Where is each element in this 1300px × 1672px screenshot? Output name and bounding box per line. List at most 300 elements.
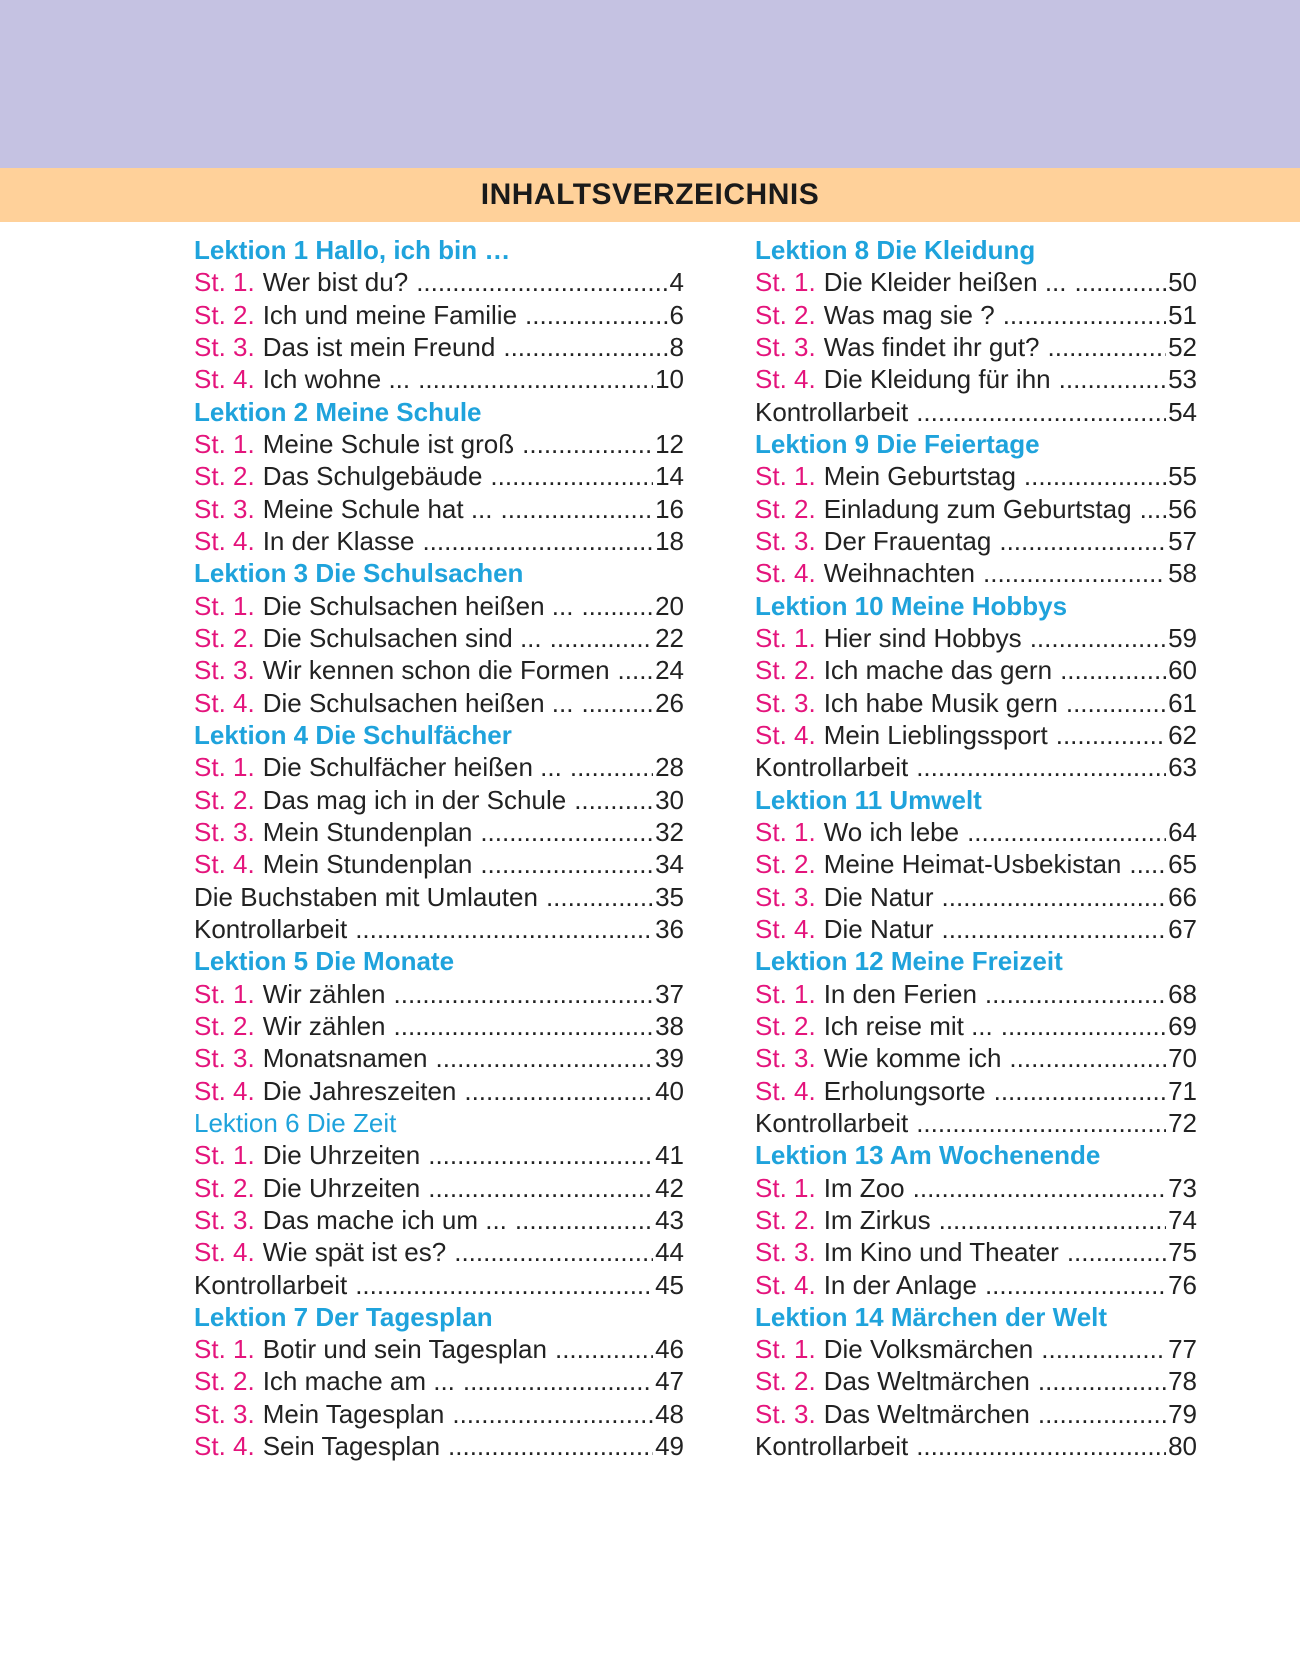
toc-entry[interactable]	[755, 1107, 1197, 1139]
dot-leader	[1067, 1236, 1166, 1268]
entry-title: Die Schulfächer heißen ...	[262, 752, 562, 783]
toc-entry[interactable]	[194, 460, 684, 492]
toc-entry[interactable]	[194, 428, 684, 460]
step-number: St. 3.	[755, 1237, 816, 1268]
entry-title: Ich wohne ...	[262, 364, 411, 395]
entry-title: Kontrollarbeit	[755, 396, 909, 427]
dot-leader	[394, 978, 654, 1010]
page-number: 8	[669, 331, 684, 362]
dot-leader	[570, 751, 653, 783]
step-number: St. 1.	[194, 1140, 255, 1171]
toc-entry[interactable]	[194, 266, 684, 298]
entry-title: Im Kino und Theater	[823, 1237, 1059, 1268]
toc-entry[interactable]	[755, 1010, 1197, 1042]
top-color-band	[0, 0, 1300, 168]
page-title: INHALTSVERZEICHNIS	[480, 178, 820, 211]
step-number: St. 2.	[194, 299, 255, 330]
dot-leader	[550, 622, 653, 654]
toc-entry[interactable]	[755, 1269, 1197, 1301]
entry-title: Mein Geburtstag	[823, 461, 1016, 492]
step-number: St. 2.	[755, 1010, 816, 1041]
dot-leader	[463, 1365, 653, 1397]
toc-entry[interactable]	[755, 363, 1197, 395]
entry-title: Monatsnamen	[262, 1043, 428, 1074]
page-number: 53	[1168, 364, 1197, 395]
toc-entry[interactable]	[755, 622, 1197, 654]
page-number: 10	[655, 364, 684, 395]
lesson-heading[interactable]: Lektion 2 Meine Schule	[194, 396, 482, 427]
dot-leader	[942, 881, 1167, 913]
dot-leader	[355, 1269, 653, 1301]
step-number: St. 3.	[755, 1043, 816, 1074]
toc-entry[interactable]	[755, 460, 1197, 492]
toc-entry[interactable]	[194, 848, 684, 880]
step-number: St. 3.	[755, 687, 816, 718]
page-number: 78	[1168, 1366, 1197, 1397]
step-number: St. 4.	[194, 1237, 255, 1268]
page-number: 80	[1168, 1431, 1197, 1462]
page-number: 52	[1168, 331, 1197, 362]
entry-title: Kontrollarbeit	[755, 1431, 909, 1462]
toc-entry[interactable]	[755, 396, 1197, 428]
toc-right-column	[755, 234, 1197, 1462]
page-number: 30	[655, 784, 684, 815]
step-number: St. 4.	[755, 558, 816, 589]
entry-title: Meine Schule ist groß	[262, 428, 515, 459]
step-number: St. 1.	[755, 461, 816, 492]
entry-title: Ich und meine Familie	[262, 299, 518, 330]
dot-leader	[1048, 331, 1167, 363]
toc-entry[interactable]	[194, 1430, 684, 1462]
entry-title: Das ist mein Freund	[262, 331, 496, 362]
dot-leader	[490, 460, 653, 492]
toc-entry[interactable]	[755, 1204, 1197, 1236]
toc-entry[interactable]	[755, 1333, 1197, 1365]
dot-leader	[546, 881, 653, 913]
page-number: 18	[655, 525, 684, 556]
entry-title: Was mag sie ?	[823, 299, 995, 330]
toc-entry[interactable]	[194, 1075, 684, 1107]
entry-title: Mein Stundenplan	[262, 849, 473, 880]
dot-leader	[916, 751, 1166, 783]
dot-leader	[983, 557, 1166, 589]
dot-leader	[464, 1075, 653, 1107]
page-number: 64	[1168, 816, 1197, 847]
page-number: 68	[1168, 978, 1197, 1009]
entry-title: Einladung zum Geburtstag	[823, 493, 1132, 524]
toc-entry[interactable]	[194, 493, 684, 525]
entry-title: Das Weltmärchen	[823, 1366, 1030, 1397]
entry-title: Ich reise mit ...	[823, 1010, 993, 1041]
toc-entry[interactable]	[755, 1075, 1197, 1107]
lesson-heading[interactable]: Lektion 7 Der Tagesplan	[194, 1301, 493, 1332]
entry-title: Wir zählen	[262, 1010, 386, 1041]
entry-title: Kontrollarbeit	[194, 913, 348, 944]
toc-entry[interactable]	[194, 687, 684, 719]
step-number: St. 2.	[194, 784, 255, 815]
step-number: St. 2.	[755, 299, 816, 330]
entry-title: Ich mache am ...	[262, 1366, 455, 1397]
page-number: 6	[669, 299, 684, 330]
page-number: 47	[655, 1366, 684, 1397]
dot-leader	[1030, 622, 1166, 654]
step-number: St. 2.	[755, 1204, 816, 1235]
step-number: St. 4.	[194, 849, 255, 880]
dot-leader	[522, 428, 653, 460]
dot-leader	[1041, 1333, 1166, 1365]
step-number: St. 3.	[755, 525, 816, 556]
dot-leader	[1056, 719, 1166, 751]
toc-entry[interactable]	[194, 1139, 684, 1171]
page-number: 49	[655, 1431, 684, 1462]
toc-entry[interactable]	[194, 978, 684, 1010]
entry-title: Wie spät ist es?	[262, 1237, 447, 1268]
entry-title: Das Schulgebäude	[262, 461, 483, 492]
step-number: St. 1.	[755, 978, 816, 1009]
dot-leader	[1009, 1042, 1166, 1074]
entry-title: Die Volksmärchen	[823, 1334, 1034, 1365]
entry-title: Das mache ich um ...	[262, 1204, 507, 1235]
dot-leader	[428, 1172, 653, 1204]
entry-title: Kontrollarbeit	[755, 752, 909, 783]
dot-leader	[618, 654, 654, 686]
page-number: 61	[1168, 687, 1197, 718]
toc-entry[interactable]	[194, 1204, 684, 1236]
entry-title: Die Kleidung für ihn	[823, 364, 1051, 395]
dot-leader	[994, 1075, 1166, 1107]
page-number: 44	[655, 1237, 684, 1268]
dot-leader	[1024, 460, 1166, 492]
page-number: 37	[655, 978, 684, 1009]
page-number: 65	[1168, 849, 1197, 880]
entry-title: Mein Lieblingssport	[823, 719, 1048, 750]
step-number: St. 2.	[755, 1366, 816, 1397]
page-number: 71	[1168, 1075, 1197, 1106]
page-number: 28	[655, 752, 684, 783]
page-number: 51	[1168, 299, 1197, 330]
toc-entry[interactable]	[194, 1398, 684, 1430]
lesson-heading[interactable]: Lektion 1 Hallo, ich bin …	[194, 235, 511, 265]
dot-leader	[525, 299, 667, 331]
entry-title: Wer bist du?	[262, 267, 409, 298]
entry-title: Meine Heimat-Usbekistan	[823, 849, 1122, 880]
entry-title: Weihnachten	[823, 558, 975, 589]
entry-title: Im Zoo	[823, 1172, 905, 1203]
entry-title: Sein Tagesplan	[262, 1431, 441, 1462]
entry-title: Kontrollarbeit	[194, 1269, 348, 1300]
dot-leader	[1060, 654, 1166, 686]
step-number: St. 1.	[755, 1172, 816, 1203]
page-number: 39	[655, 1043, 684, 1074]
entry-title: Die Natur	[823, 913, 934, 944]
entry-title: Wo ich lebe	[823, 816, 960, 847]
toc-entry[interactable]	[194, 1010, 684, 1042]
entry-title: Ich mache das gern	[823, 655, 1053, 686]
lesson-heading[interactable]: Lektion 5 Die Monate	[194, 946, 455, 977]
dot-leader	[916, 396, 1166, 428]
step-number: St. 4.	[755, 913, 816, 944]
step-number: St. 1.	[194, 978, 255, 1009]
step-number: St. 2.	[755, 493, 816, 524]
step-number: St. 4.	[194, 687, 255, 718]
page-number: 32	[655, 816, 684, 847]
step-number: St. 3.	[194, 493, 255, 524]
dot-leader	[435, 1042, 653, 1074]
toc-entry[interactable]	[755, 525, 1197, 557]
entry-title: Wir kennen schon die Formen	[262, 655, 610, 686]
page-number: 62	[1168, 719, 1197, 750]
toc-entry[interactable]	[755, 1365, 1197, 1397]
toc-entry[interactable]	[755, 299, 1197, 331]
entry-title: Die Schulsachen heißen ...	[262, 687, 574, 718]
step-number: St. 2.	[194, 1366, 255, 1397]
entry-title: Die Kleider heißen ...	[823, 267, 1067, 298]
toc-entry[interactable]	[194, 1365, 684, 1397]
toc-entry[interactable]	[755, 751, 1197, 783]
dot-leader	[1038, 1398, 1166, 1430]
toc-entry[interactable]	[755, 913, 1197, 945]
step-number: St. 3.	[755, 881, 816, 912]
entry-title: Wir zählen	[262, 978, 386, 1009]
toc-entry[interactable]	[755, 687, 1197, 719]
toc-entry[interactable]	[755, 719, 1197, 751]
toc-left-column	[194, 234, 684, 1462]
toc-entry[interactable]	[194, 1236, 684, 1268]
step-number: St. 1.	[194, 1334, 255, 1365]
dot-leader	[581, 687, 653, 719]
entry-title: Was findet ihr gut?	[823, 331, 1040, 362]
dot-leader	[916, 1107, 1166, 1139]
entry-title: Die Jahreszeiten	[262, 1075, 457, 1106]
dot-leader	[985, 1269, 1166, 1301]
step-number: St. 3.	[755, 1398, 816, 1429]
toc-entry[interactable]	[194, 784, 684, 816]
step-number: St. 3.	[194, 1398, 255, 1429]
page-number: 74	[1168, 1204, 1197, 1235]
heading-band	[0, 168, 1300, 222]
page-number: 22	[655, 622, 684, 653]
dot-leader	[1059, 363, 1166, 395]
step-number: St. 3.	[194, 816, 255, 847]
page-number: 26	[655, 687, 684, 718]
page-number: 57	[1168, 525, 1197, 556]
entry-title: Im Zirkus	[823, 1204, 931, 1235]
toc-entry[interactable]	[194, 590, 684, 622]
step-number: St. 4.	[194, 525, 255, 556]
lesson-heading[interactable]: Lektion 9 Die Feiertage	[755, 428, 1040, 459]
toc-entry[interactable]	[755, 266, 1197, 298]
dot-leader	[503, 331, 667, 363]
toc-entry[interactable]	[194, 363, 684, 395]
step-number: St. 1.	[755, 267, 816, 298]
dot-leader	[985, 978, 1166, 1010]
dot-leader	[1075, 266, 1167, 298]
page-number: 14	[655, 461, 684, 492]
dot-leader	[939, 1204, 1166, 1236]
entry-title: Die Schulsachen sind ...	[262, 622, 542, 653]
page-number: 79	[1168, 1398, 1197, 1429]
toc-entry[interactable]	[755, 1236, 1197, 1268]
step-number: St. 4.	[755, 364, 816, 395]
page-number: 38	[655, 1010, 684, 1041]
page-number: 73	[1168, 1172, 1197, 1203]
entry-title: Meine Schule hat ...	[262, 493, 493, 524]
step-number: St. 2.	[755, 655, 816, 686]
page-number: 35	[655, 881, 684, 912]
toc-entry[interactable]	[755, 881, 1197, 913]
dot-leader	[448, 1430, 653, 1462]
step-number: St. 1.	[194, 590, 255, 621]
entry-title: Die Buchstaben mit Umlauten	[194, 881, 538, 912]
entry-title: Die Uhrzeiten	[262, 1172, 421, 1203]
lesson-heading[interactable]: Lektion 3 Die Schulsachen	[194, 558, 524, 589]
toc-entry[interactable]	[194, 816, 684, 848]
step-number: St. 4.	[755, 1075, 816, 1106]
toc-entry[interactable]	[194, 1042, 684, 1074]
toc-entry[interactable]	[755, 557, 1197, 589]
dot-leader	[355, 913, 653, 945]
page-number: 36	[655, 913, 684, 944]
toc-entry[interactable]	[755, 493, 1197, 525]
dot-leader	[480, 816, 653, 848]
toc-entry[interactable]	[194, 881, 684, 913]
step-number: St. 3.	[194, 331, 255, 362]
entry-title: Das Weltmärchen	[823, 1398, 1030, 1429]
page-number: 46	[655, 1334, 684, 1365]
dot-leader	[418, 363, 653, 395]
dot-leader	[1003, 299, 1166, 331]
toc-entry[interactable]	[194, 913, 684, 945]
page-number: 41	[655, 1140, 684, 1171]
step-number: St. 3.	[755, 331, 816, 362]
page-number: 55	[1168, 461, 1197, 492]
page-number: 48	[655, 1398, 684, 1429]
toc-entry[interactable]	[194, 299, 684, 331]
lesson-heading[interactable]: Lektion 11 Umwelt	[755, 784, 982, 815]
dot-leader	[1129, 848, 1166, 880]
page-number: 24	[655, 655, 684, 686]
step-number: St. 4.	[755, 719, 816, 750]
dot-leader	[501, 493, 654, 525]
dot-leader	[515, 1204, 653, 1236]
step-number: St. 1.	[755, 1334, 816, 1365]
toc-entry[interactable]	[755, 978, 1197, 1010]
toc-entry[interactable]	[755, 1398, 1197, 1430]
entry-title: Mein Tagesplan	[262, 1398, 445, 1429]
step-number: St. 1.	[755, 622, 816, 653]
entry-title: In der Klasse	[262, 525, 415, 556]
toc-entry[interactable]	[755, 331, 1197, 363]
page-number: 54	[1168, 396, 1197, 427]
toc-entry[interactable]	[755, 1430, 1197, 1462]
dot-leader	[1038, 1365, 1166, 1397]
dot-leader	[574, 784, 653, 816]
dot-leader	[942, 913, 1167, 945]
entry-title: Erholungsorte	[823, 1075, 986, 1106]
toc-entry[interactable]	[194, 1269, 684, 1301]
page-number: 76	[1168, 1269, 1197, 1300]
page-number: 20	[655, 590, 684, 621]
dot-leader	[1066, 687, 1166, 719]
lesson-heading[interactable]: Lektion 6 Die Zeit	[194, 1107, 397, 1138]
page-number: 34	[655, 849, 684, 880]
step-number: St. 1.	[194, 752, 255, 783]
step-number: St. 4.	[194, 1431, 255, 1462]
entry-title: Wie komme ich	[823, 1043, 1002, 1074]
entry-title: In der Anlage	[823, 1269, 977, 1300]
page-number: 56	[1168, 493, 1197, 524]
toc-entry[interactable]	[194, 1172, 684, 1204]
dot-leader	[999, 525, 1166, 557]
dot-leader	[428, 1139, 653, 1171]
dot-leader	[416, 266, 667, 298]
step-number: St. 3.	[194, 655, 255, 686]
step-number: St. 2.	[194, 1172, 255, 1203]
page-number: 60	[1168, 655, 1197, 686]
step-number: St. 4.	[194, 364, 255, 395]
step-number: St. 3.	[194, 1204, 255, 1235]
page-number: 43	[655, 1204, 684, 1235]
page-number: 12	[655, 428, 684, 459]
entry-title: Der Frauentag	[823, 525, 992, 556]
page-number: 70	[1168, 1043, 1197, 1074]
entry-title: Das mag ich in der Schule	[262, 784, 567, 815]
entry-title: In den Ferien	[823, 978, 977, 1009]
lesson-heading[interactable]: Lektion 10 Meine Hobbys	[755, 590, 1068, 621]
dot-leader	[480, 848, 653, 880]
toc-entry[interactable]	[755, 816, 1197, 848]
dot-leader	[581, 590, 653, 622]
lesson-heading[interactable]: Lektion 13 Am Wochenende	[755, 1140, 1101, 1171]
step-number: St. 1.	[755, 816, 816, 847]
lesson-heading[interactable]: Lektion 14 Märchen der Welt	[755, 1301, 1108, 1332]
dot-leader	[422, 525, 653, 557]
step-number: St. 2.	[194, 1010, 255, 1041]
dot-leader	[967, 816, 1166, 848]
lesson-heading[interactable]: Lektion 8 Die Kleidung	[755, 235, 1036, 265]
page-number: 69	[1168, 1010, 1197, 1041]
toc-entry[interactable]	[194, 331, 684, 363]
lesson-heading[interactable]: Lektion 12 Meine Freizeit	[755, 946, 1063, 977]
toc-entry[interactable]	[194, 525, 684, 557]
step-number: St. 4.	[755, 1269, 816, 1300]
toc-entry[interactable]	[194, 654, 684, 686]
page-number: 42	[655, 1172, 684, 1203]
entry-title: Die Natur	[823, 881, 934, 912]
toc-entry[interactable]	[755, 1042, 1197, 1074]
step-number: St. 2.	[194, 461, 255, 492]
page-number: 66	[1168, 881, 1197, 912]
step-number: St. 1.	[194, 267, 255, 298]
toc-entry[interactable]	[194, 751, 684, 783]
page-number: 77	[1168, 1334, 1197, 1365]
entry-title: Die Schulsachen heißen ...	[262, 590, 574, 621]
entry-title: Botir und sein Tagesplan	[262, 1334, 547, 1365]
entry-title: Kontrollarbeit	[755, 1107, 909, 1138]
dot-leader	[913, 1172, 1166, 1204]
page-number: 4	[669, 267, 684, 298]
step-number: St. 1.	[194, 428, 255, 459]
lesson-heading[interactable]: Lektion 4 Die Schulfächer	[194, 719, 512, 750]
toc-entry[interactable]	[194, 622, 684, 654]
toc-entry[interactable]	[755, 848, 1197, 880]
page-number: 58	[1168, 558, 1197, 589]
dot-leader	[394, 1010, 654, 1042]
entry-title: Die Uhrzeiten	[262, 1140, 421, 1171]
toc-entry[interactable]	[755, 654, 1197, 686]
toc-entry[interactable]	[755, 1172, 1197, 1204]
toc-entry[interactable]	[194, 1333, 684, 1365]
